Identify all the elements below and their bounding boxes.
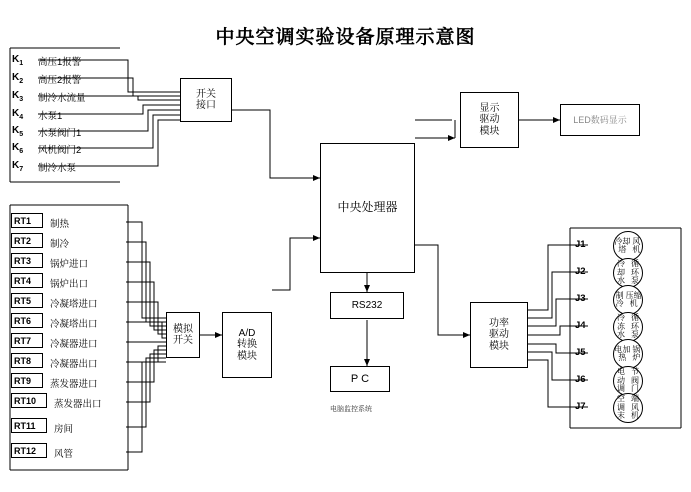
sensor-desc-rt9: 蒸发器进口 — [50, 379, 98, 390]
switch-label-k2: $K_2$ — [12, 72, 24, 85]
output-device-j3-line1: 制冷 — [615, 290, 624, 308]
switch-desc-k2: 高压2报警 — [38, 75, 82, 86]
switch-desc-k1: 高压1报警 — [38, 57, 82, 68]
power-drive-line2: 驱动 — [489, 329, 509, 341]
sensor-tag-rt12: RT12 — [11, 443, 47, 458]
switch-desc-k3: 制冷水流量 — [38, 93, 86, 104]
sensor-desc-rt5: 冷凝塔进口 — [50, 299, 98, 310]
display-drive-line1: 显示 — [479, 102, 500, 114]
sensor-tag-rt3: RT3 — [11, 253, 43, 268]
output-device-j2 — [613, 258, 643, 288]
switch-label-k3: $K_3$ — [12, 90, 24, 103]
output-device-j4 — [613, 312, 643, 342]
switch-interface-block — [180, 78, 232, 122]
switch-desc-k6: 风机阀门2 — [38, 145, 82, 156]
output-tag-j5: J5 — [575, 347, 586, 358]
cpu-block: 中央处理器 — [320, 143, 415, 273]
ad-module-line2: 转换 — [237, 339, 257, 351]
pc-block: P C — [330, 366, 390, 392]
output-device-j6-line2: 节阀门 — [631, 367, 639, 394]
sensor-desc-rt6: 冷凝塔出口 — [50, 319, 98, 330]
output-device-j1 — [613, 231, 643, 261]
output-device-j5-line1: 电加热 — [614, 344, 631, 362]
switch-desc-k7: 制冷水泵 — [38, 163, 77, 174]
output-device-j7-line2: 端风机 — [631, 394, 639, 421]
output-tag-j4: J4 — [575, 320, 586, 331]
output-tag-j6: J6 — [575, 374, 586, 385]
output-device-j4-line1: 冷冻水 — [617, 313, 625, 340]
output-device-j5-line2: 锅炉 — [632, 344, 641, 362]
power-drive-line3: 模块 — [489, 340, 509, 352]
output-device-j2-line2: 循环泵 — [631, 259, 639, 286]
switch-interface-line2: 接口 — [196, 100, 216, 111]
sensor-tag-rt6: RT6 — [11, 313, 43, 328]
output-tag-j7: J7 — [575, 401, 586, 412]
sensor-tag-rt10: RT10 — [11, 393, 47, 408]
output-tag-j3: J3 — [575, 293, 586, 304]
output-device-j1-line2: 风机 — [632, 236, 641, 254]
output-device-j7 — [613, 393, 643, 423]
switch-desc-k5: 水泵阀门1 — [38, 128, 82, 139]
sensor-desc-rt11: 房间 — [54, 424, 74, 435]
output-device-j6-line1: 电动调 — [617, 367, 625, 394]
sensor-desc-rt2: 制冷 — [50, 239, 70, 250]
sensor-tag-rt4: RT4 — [11, 273, 43, 288]
sensor-desc-rt3: 锅炉进口 — [50, 259, 89, 270]
analog-switch-line2: 开关 — [173, 335, 193, 346]
output-device-j2-line1: 冷却水 — [617, 259, 625, 286]
output-device-j5 — [613, 339, 643, 369]
sensor-tag-rt5: RT5 — [11, 293, 43, 308]
sensor-desc-rt4: 锅炉出口 — [50, 279, 89, 290]
switch-label-k1: $K_1$ — [12, 54, 24, 67]
switch-label-k6: $K_6$ — [12, 142, 24, 155]
output-tag-j1: J1 — [575, 239, 586, 250]
sensor-desc-rt12: 风管 — [54, 449, 74, 460]
sensor-tag-rt11: RT11 — [11, 418, 47, 433]
page-title: 中央空调实验设备原理示意图 — [215, 27, 476, 48]
switch-label-k4: $K_4$ — [12, 108, 24, 121]
sensor-desc-rt1: 制热 — [50, 219, 70, 230]
output-device-j7-line1: 空调末 — [617, 394, 625, 421]
output-device-j3-line2: 压缩机 — [625, 290, 642, 308]
rs232-block: RS232 — [330, 292, 404, 319]
ad-module-line3: 模块 — [237, 350, 257, 362]
sensor-tag-rt1: RT1 — [11, 213, 43, 228]
sensor-desc-rt10: 蒸发器出口 — [54, 399, 102, 410]
display-drive-line2: 驱动 — [479, 114, 500, 126]
sensor-desc-rt8: 冷凝器出口 — [50, 359, 98, 370]
ad-module-block — [222, 312, 272, 378]
output-device-j6 — [613, 366, 643, 396]
output-device-j3 — [613, 285, 643, 315]
power-drive-block — [470, 302, 528, 368]
switch-label-k7: $K_7$ — [12, 160, 24, 173]
led-display-block: LED数码显示 — [560, 104, 640, 136]
switch-interface-line1: 开关 — [196, 88, 216, 100]
sensor-tag-rt8: RT8 — [11, 353, 43, 368]
sensor-tag-rt7: RT7 — [11, 333, 43, 348]
sensor-tag-rt2: RT2 — [11, 233, 43, 248]
switch-label-k5: $K_5$ — [12, 125, 24, 138]
power-drive-line1: 功率 — [489, 317, 509, 329]
output-device-j1-line1: 冷却塔 — [614, 236, 631, 254]
switch-desc-k4: 水泵1 — [38, 111, 63, 122]
analog-switch-line1: 模拟 — [173, 323, 193, 335]
output-tag-j2: J2 — [575, 266, 586, 277]
display-drive-block — [460, 92, 519, 148]
footnote-label: 电脑监控系统 — [330, 406, 372, 413]
display-drive-line3: 模块 — [479, 125, 500, 137]
analog-switch-block — [166, 312, 200, 358]
sensor-desc-rt7: 冷凝器进口 — [50, 339, 98, 350]
ad-module-line1: A/D — [238, 327, 256, 339]
sensor-tag-rt9: RT9 — [11, 373, 43, 388]
output-device-j4-line2: 循环泵 — [631, 313, 639, 340]
